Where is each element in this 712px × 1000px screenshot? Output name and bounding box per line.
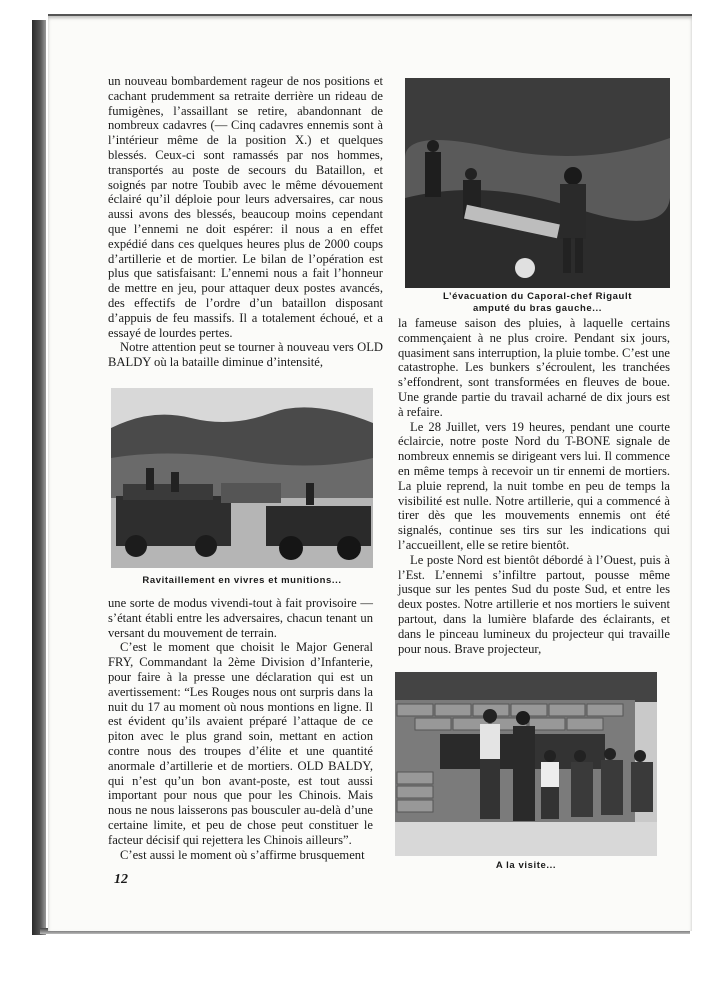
paragraph: Le 28 Juillet, vers 19 heures, pendant une courte éclaircie, notre poste Nord du T-BONE signale de nombreux ennemis se dirigeant vers lui. Il commence en même temps à recevoir un tir ennemi de mortiers. La pluie reprend, la nuit tombe en peu de temps la visibilité est nulle. Notre artillerie, qui a commencé à tirer dès que les mouvements ennemis ont été signalés, continue ses tirs sur les indications qui l’accueillent, elle se retire bientôt. — [398, 419, 670, 552]
photo-medical-visit — [395, 672, 657, 856]
paragraph: Le poste Nord est bientôt débordé à l’Ouest, puis à l’Est. L’ennemi s’infiltre partout, pousse même jusque sur les pentes Sud du poste Sud, et entre les deux postes. Notre artillerie et nos mortiers le suivent partout, dans la lumière blafarde des éclairants, et dans le pinceau lumineux du projecteur qui travaille pour nous. Brave projecteur, — [398, 552, 670, 656]
photo-supply-convoy — [111, 388, 373, 568]
book-binding — [32, 20, 46, 935]
paragraph: la fameuse saison des pluies, à laquelle certains commençaient à ne plus croire. Pendant six jours, quasiment sans interruption, la pluie tombe. C’est une catastrophe. Les bunkers s’écroulent, les tranchées s’effondrent, sont transformées en fleuves de boue. Une grande partie du travail acharné de dix jours est à refaire. — [398, 316, 670, 419]
caption-line: L’évacuation du Caporal-chef Rigault — [443, 291, 632, 302]
caption-line: amputé du bras gauche... — [473, 303, 602, 314]
caption-evacuation — [405, 291, 670, 315]
paragraph: C’est aussi le moment où s’affirme brusquement — [120, 847, 365, 862]
text-column-right — [398, 316, 670, 656]
paragraph: Notre attention peut se tourner à nouveau vers OLD BALDY où la bataille diminue d’intensité, — [108, 340, 383, 370]
paragraph: C’est le moment que choisit le Major General FRY, Commandant la 2ème Division d’Infanterie, pour faire à la presse une déclaration qui est un avertissement: “Les Rouges nous ont surpris dans la nuit du 17 au moment où nous montions en ligne. Il est évident qu’ils avaient préparé l’attaque de ce piton avec le plus grand soin, mettant en action contre nous des troupes d’élite et une quantité anormale d’artillerie et de mortiers. OLD BALDY, qui n’est qu’un bon avant-poste, est tout aussi important pour nous que pour les Chinois. Mais nous ne nous laisserons pas bousculer au-delà d’une certaine limite, et peu de chose peut constituer le facteur décisif qui rejettera les Chinois ailleurs”. — [108, 640, 373, 847]
caption-visit: A la visite... — [495, 860, 557, 871]
caption-supply: Ravitaillement en vivres et munitions... — [142, 575, 342, 586]
paragraph: une sorte de modus vivendi-tout à fait provisoire — s’étant établi entre les adversaires, chacun tenant un versant du mouvement de terrain. — [108, 596, 373, 640]
text-column-left-top — [108, 74, 383, 370]
paragraph: un nouveau bombardement rageur de nos positions et cachant prudemment sa retraite derrière un rideau de fumigènes, l’assaillant se retire, abandonnant de nombreux cadavres (— Cinq cadavres ennemis sont à l’intérieur même de la position X.) et quelques blessés. Ceux-ci sont ramassés par nos hommes, transportés au poste de secours du Bataillon, et soignés par notre Toubib avec le même dévouement éclairé qu’il déploie pour leurs adversaires, car nous aussi avons des blessés, beaucoup moins cependant que l’ennemi ne doit espérer: il nous a en effet expédié dans ces quelques heures plus de 2000 coups d’artillerie et de mortier. Le bilan de l’opération est plus que satisfaisant: L’ennemi nous a fait l’honneur de mettre en jeu, pour attaquer deux postes avancés, des effectifs de l’ordre d’un bataillon disposant d’appuis de feu massifs. Il a totalement échoué, et a essayé de lourdes pertes. — [108, 74, 383, 340]
text-column-left-bottom — [108, 596, 373, 862]
photo-evacuation — [405, 78, 670, 288]
page-number: 12 — [114, 872, 128, 887]
